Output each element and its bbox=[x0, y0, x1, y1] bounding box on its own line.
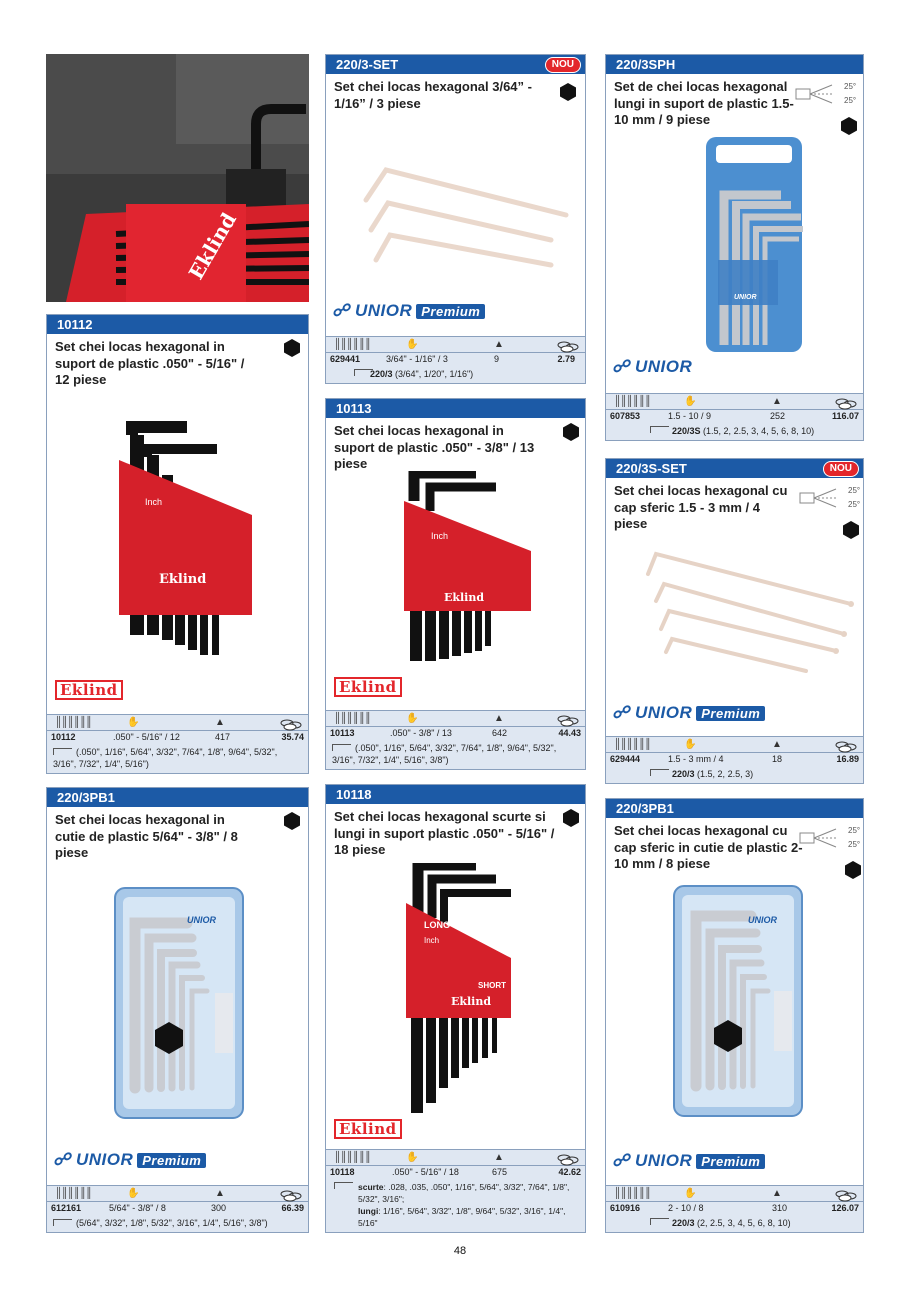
pack-label-short: SHORT bbox=[478, 981, 506, 990]
hand-icon: ✋ bbox=[684, 1188, 697, 1199]
coins-icon bbox=[280, 1188, 304, 1202]
unior-logo: ☍ UNIOR Premium bbox=[53, 1150, 206, 1170]
hexagon-icon bbox=[562, 423, 580, 441]
table-row: 10112 .050" - 5/16" / 12 417 35.74 bbox=[51, 732, 304, 742]
sizes-list: scurte: .028, .035, .050", 1/16", 5/64", 3/32", 7/64", 1/8", 5/32", 3/16"; lungi: 1/16", 5/64", 3/32", 1/8", 9/64", 5/32", 3/16", 1/4", 5/16" bbox=[326, 1179, 585, 1232]
spec-table bbox=[47, 1185, 308, 1232]
weight-icon: ▲ bbox=[494, 1152, 504, 1163]
angle-label: 25° bbox=[848, 826, 861, 835]
pack-brand: Eklind bbox=[444, 591, 485, 604]
product-title: Set chei locas hexagonal cu cap sferic in cutie de plastic 2-10 mm / 8 piese bbox=[614, 823, 803, 871]
angle-label: 25° bbox=[844, 96, 857, 105]
product-photo bbox=[46, 54, 309, 302]
spec-table bbox=[326, 1149, 585, 1232]
angle-label: 25° bbox=[848, 500, 861, 509]
sizes-list: 220/3 (2, 2.5, 3, 4, 5, 6, 8, 10) bbox=[606, 1215, 863, 1232]
hand-icon: ✋ bbox=[406, 713, 419, 724]
barcode-icon: ║║║║║║ bbox=[334, 713, 371, 724]
new-badge: NOU bbox=[823, 461, 859, 477]
product-image bbox=[47, 415, 310, 665]
angle-label: 25° bbox=[848, 486, 861, 495]
card-header: 220/3PB1 bbox=[606, 799, 863, 818]
pack-label: Inch bbox=[424, 936, 440, 945]
hexagon-icon bbox=[840, 117, 858, 135]
weight-icon: ▲ bbox=[772, 396, 782, 407]
unior-icon: ☍ bbox=[332, 301, 355, 320]
hand-icon: ✋ bbox=[684, 396, 697, 407]
photo-brand-label: Eklind bbox=[183, 208, 242, 284]
unior-icon: ☍ bbox=[612, 1151, 635, 1170]
barcode-icon: ║║║║║║ bbox=[334, 339, 371, 350]
sizes-list: (.050", 1/16", 5/64", 3/32", 7/64", 1/8", 9/64", 5/32", 3/16", 7/32", 1/4", 5/16", 3/8") bbox=[332, 743, 557, 765]
product-image bbox=[326, 863, 587, 1118]
coins-icon bbox=[557, 1152, 581, 1166]
product-image bbox=[47, 883, 310, 1133]
angle-label: 25° bbox=[848, 840, 861, 849]
coins-icon bbox=[280, 717, 304, 731]
weight-icon: ▲ bbox=[772, 1188, 782, 1199]
unior-logo: ☍ UNIOR Premium bbox=[332, 301, 485, 321]
barcode-icon: ║║║║║║ bbox=[614, 1188, 651, 1199]
unior-logo: ☍ UNIOR Premium bbox=[612, 703, 765, 723]
hexagon-icon bbox=[842, 521, 860, 539]
pack-label-long: LONG bbox=[424, 920, 450, 930]
pack-brand: Eklind bbox=[159, 572, 207, 587]
hand-icon: ✋ bbox=[127, 1188, 140, 1199]
hand-icon: ✋ bbox=[406, 339, 419, 350]
coins-icon bbox=[557, 339, 581, 353]
unior-logo: ☍ UNIOR Premium bbox=[612, 1151, 765, 1171]
hexagon-icon bbox=[562, 809, 580, 827]
coins-icon bbox=[835, 739, 859, 753]
spec-table bbox=[47, 714, 308, 773]
product-card-10112 bbox=[46, 314, 309, 774]
angle-diagram-icon bbox=[798, 485, 848, 513]
sizes-list: (5/64", 3/32", 1/8", 5/32", 3/16", 1/4", 5/16", 3/8") bbox=[47, 1215, 308, 1232]
hand-icon: ✋ bbox=[406, 1152, 419, 1163]
product-title: Set chei locas hexagonal 3/64” - 1/16” / 3 piese bbox=[334, 79, 532, 111]
card-header: 220/3SPH bbox=[606, 55, 863, 74]
weight-icon: ▲ bbox=[215, 1188, 225, 1199]
angle-label: 25° bbox=[844, 82, 857, 91]
barcode-icon: ║║║║║║ bbox=[55, 1188, 92, 1199]
weight-icon: ▲ bbox=[494, 713, 504, 724]
weight-icon: ▲ bbox=[215, 717, 225, 728]
table-row: 10113 .050" - 3/8" / 13 642 44.43 bbox=[330, 728, 581, 738]
card-header: 220/3PB1 bbox=[47, 788, 308, 807]
product-title: Set chei locas hexagonal cu cap sferic 1.5 - 3 mm / 4 piese bbox=[614, 483, 788, 531]
product-title: Set chei locas hexagonal scurte si lungi in suport plastic .050" - 5/16" / 18 piese bbox=[334, 809, 555, 857]
product-image bbox=[326, 155, 587, 285]
spec-table bbox=[606, 736, 863, 783]
barcode-icon: ║║║║║║ bbox=[334, 1152, 371, 1163]
product-image bbox=[606, 881, 865, 1131]
card-header: 10113 bbox=[326, 399, 585, 418]
barcode-icon: ║║║║║║ bbox=[614, 396, 651, 407]
pack-brand: Eklind bbox=[451, 995, 492, 1008]
pack-label: Inch bbox=[145, 497, 163, 507]
pack-brand: UNIOR bbox=[187, 915, 216, 925]
hand-icon: ✋ bbox=[127, 717, 140, 728]
eklind-logo: Eklind bbox=[334, 677, 402, 697]
hexagon-icon bbox=[559, 83, 577, 101]
product-image bbox=[326, 471, 587, 671]
unior-icon: ☍ bbox=[612, 357, 635, 376]
table-row: 629441 3/64" - 1/16" / 3 9 2.79 bbox=[330, 354, 575, 364]
hex-key-photo bbox=[46, 54, 309, 302]
barcode-icon: ║║║║║║ bbox=[55, 717, 92, 728]
pack-brand: UNIOR bbox=[734, 294, 757, 301]
product-card-10113 bbox=[325, 398, 586, 770]
new-badge: NOU bbox=[545, 57, 581, 73]
weight-icon: ▲ bbox=[772, 739, 782, 750]
card-header: 10112 bbox=[47, 315, 308, 334]
angle-diagram-icon bbox=[798, 825, 848, 853]
product-image bbox=[606, 135, 865, 360]
hexagon-icon bbox=[283, 812, 301, 830]
spec-table bbox=[606, 393, 863, 440]
product-title: Set chei locas hexagonal in suport de plastic .050" - 5/16" / 12 piese bbox=[55, 339, 245, 387]
card-header: 10118 bbox=[326, 785, 585, 804]
product-image bbox=[606, 539, 865, 679]
product-card-220-3-set bbox=[325, 54, 586, 384]
unior-icon: ☍ bbox=[53, 1150, 76, 1169]
spec-table bbox=[606, 1185, 863, 1232]
sizes-list: 220/3S (1.5, 2, 2.5, 3, 4, 5, 6, 8, 10) bbox=[606, 423, 863, 440]
eklind-logo: Eklind bbox=[55, 680, 123, 700]
product-card-220-3pb1-inch bbox=[46, 787, 309, 1233]
table-row: 10118 .050" - 5/16" / 18 675 42.62 bbox=[330, 1167, 581, 1177]
product-title: Set chei locas hexagonal in suport de plastic .050" - 3/8" / 13 piese bbox=[334, 423, 535, 471]
coins-icon bbox=[835, 396, 859, 410]
sizes-list: (.050", 1/16", 5/64", 3/32", 7/64", 1/8", 9/64", 5/32", 3/16", 7/32", 1/4", 5/16") bbox=[53, 747, 278, 769]
unior-icon: ☍ bbox=[612, 703, 635, 722]
card-header: 220/3S-SET NOU bbox=[606, 459, 863, 478]
table-row: 610916 2 - 10 / 8 310 126.07 bbox=[610, 1203, 859, 1213]
unior-logo: ☍ UNIOR bbox=[612, 357, 693, 376]
sizes-list: 220/3 (1.5, 2, 2.5, 3) bbox=[606, 766, 863, 783]
hexagon-icon bbox=[844, 861, 862, 879]
hexagon-icon bbox=[283, 339, 301, 357]
product-card-220-3sph bbox=[605, 54, 864, 441]
product-title: Set chei locas hexagonal in cutie de plastic 5/64" - 3/8" / 8 piese bbox=[55, 812, 238, 860]
pack-label: Inch bbox=[431, 531, 449, 541]
pack-brand: UNIOR bbox=[748, 915, 777, 925]
coins-icon bbox=[835, 1188, 859, 1202]
eklind-logo: Eklind bbox=[334, 1119, 402, 1139]
product-card-10118 bbox=[325, 784, 586, 1233]
table-row: 612161 5/64" - 3/8" / 8 300 66.39 bbox=[51, 1203, 304, 1213]
card-header: 220/3-SET NOU bbox=[326, 55, 585, 74]
page-number: 48 bbox=[453, 1245, 467, 1257]
spec-table bbox=[326, 710, 585, 769]
table-row: 607853 1.5 - 10 / 9 252 116.07 bbox=[610, 411, 859, 421]
weight-icon: ▲ bbox=[494, 339, 504, 350]
hand-icon: ✋ bbox=[684, 739, 697, 750]
angle-diagram-icon bbox=[794, 81, 844, 109]
product-card-220-3s-set bbox=[605, 458, 864, 784]
barcode-icon: ║║║║║║ bbox=[614, 739, 651, 750]
sizes-list: 220/3 (3/64", 1/20", 1/16") bbox=[326, 366, 585, 383]
spec-table bbox=[326, 336, 585, 383]
product-card-220-3pb1-metric bbox=[605, 798, 864, 1233]
product-title: Set de chei locas hexagonal lungi in suport de plastic 1.5-10 mm / 9 piese bbox=[614, 79, 794, 127]
coins-icon bbox=[557, 713, 581, 727]
table-row: 629444 1.5 - 3 mm / 4 18 16.89 bbox=[610, 754, 859, 764]
